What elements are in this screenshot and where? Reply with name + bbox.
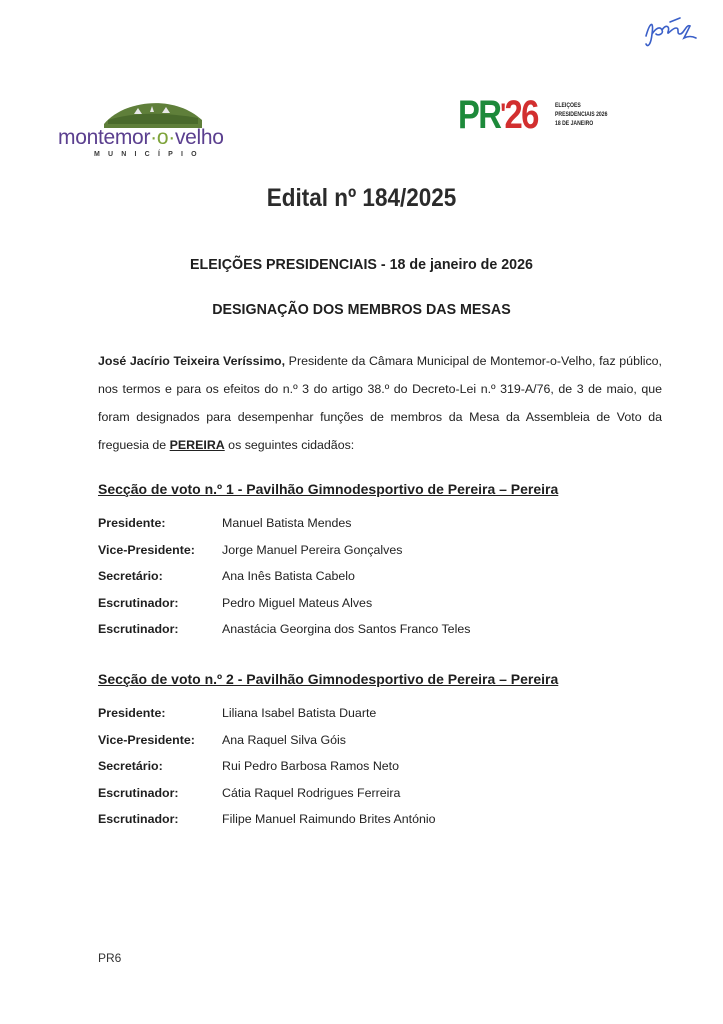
election-logo-caption: ELEIÇÕES PRESIDENCIAIS 2026 18 DE JANEIRO bbox=[555, 103, 608, 127]
section-1-title: Secção de voto n.º 1 - Pavilhão Gimnodesportivo de Pereira – Pereira bbox=[98, 481, 559, 497]
logo-subtitle: MUNICÍPIO bbox=[94, 151, 205, 158]
member-row: Presidente: Manuel Batista Mendes bbox=[98, 516, 352, 531]
member-row: Secretário: Rui Pedro Barbosa Ramos Neto bbox=[98, 759, 399, 774]
document-title: Edital nº 184/2025 bbox=[266, 184, 457, 212]
member-row: Vice-Presidente: Ana Raquel Silva Góis bbox=[98, 732, 346, 747]
member-row: Presidente: Liliana Isabel Batista Duarte bbox=[98, 706, 377, 721]
member-row: Escrutinador: Cátia Raquel Rodrigues Ferreira bbox=[98, 785, 401, 800]
hill-emblem-icon bbox=[104, 98, 204, 128]
election-logo-mark: PR'26 bbox=[458, 93, 538, 137]
section-2-members bbox=[98, 700, 598, 833]
member-row: Escrutinador: Pedro Miguel Mateus Alves bbox=[98, 595, 373, 610]
municipality-logo bbox=[58, 98, 258, 162]
intro-paragraph: José Jacírio Teixeira Veríssimo, Presidente da Câmara Municipal de Montemor-o-Velho, faz público, nos termos e para os efeitos do n.º 3 do artigo 38.º do Decreto-Lei n.º 319-A/76, de 3 de maio, que foram designados para desempenhar funções de membros da Mesa da Assembleia de Voto da freguesia de PEREIRA os seguintes cidadãos: bbox=[98, 354, 662, 452]
footer-code: PR6 bbox=[98, 951, 122, 965]
mayor-name: José Jacírio Teixeira Veríssimo, bbox=[98, 354, 286, 368]
member-row: Escrutinador: Filipe Manuel Raimundo Brites António bbox=[98, 812, 436, 827]
parish-name: PEREIRA bbox=[169, 438, 225, 452]
member-row: Secretário: Ana Inês Batista Cabelo bbox=[98, 569, 355, 584]
member-row: Escrutinador: Anastácia Georgina dos Santos Franco Teles bbox=[98, 622, 471, 637]
logo-wordmark: montemor·o·velho bbox=[58, 126, 224, 149]
member-row: Vice-Presidente: Jorge Manuel Pereira Gonçalves bbox=[98, 542, 403, 557]
section-2-title: Secção de voto n.º 2 - Pavilhão Gimnodesportivo de Pereira – Pereira bbox=[98, 671, 559, 687]
designation-heading: DESIGNAÇÃO DOS MEMBROS DAS MESAS bbox=[212, 301, 511, 318]
election-logo bbox=[458, 92, 628, 140]
signature-image bbox=[640, 14, 700, 54]
election-heading: ELEIÇÕES PRESIDENCIAIS - 18 de janeiro de 2026 bbox=[190, 256, 533, 273]
section-1-members bbox=[98, 510, 598, 643]
